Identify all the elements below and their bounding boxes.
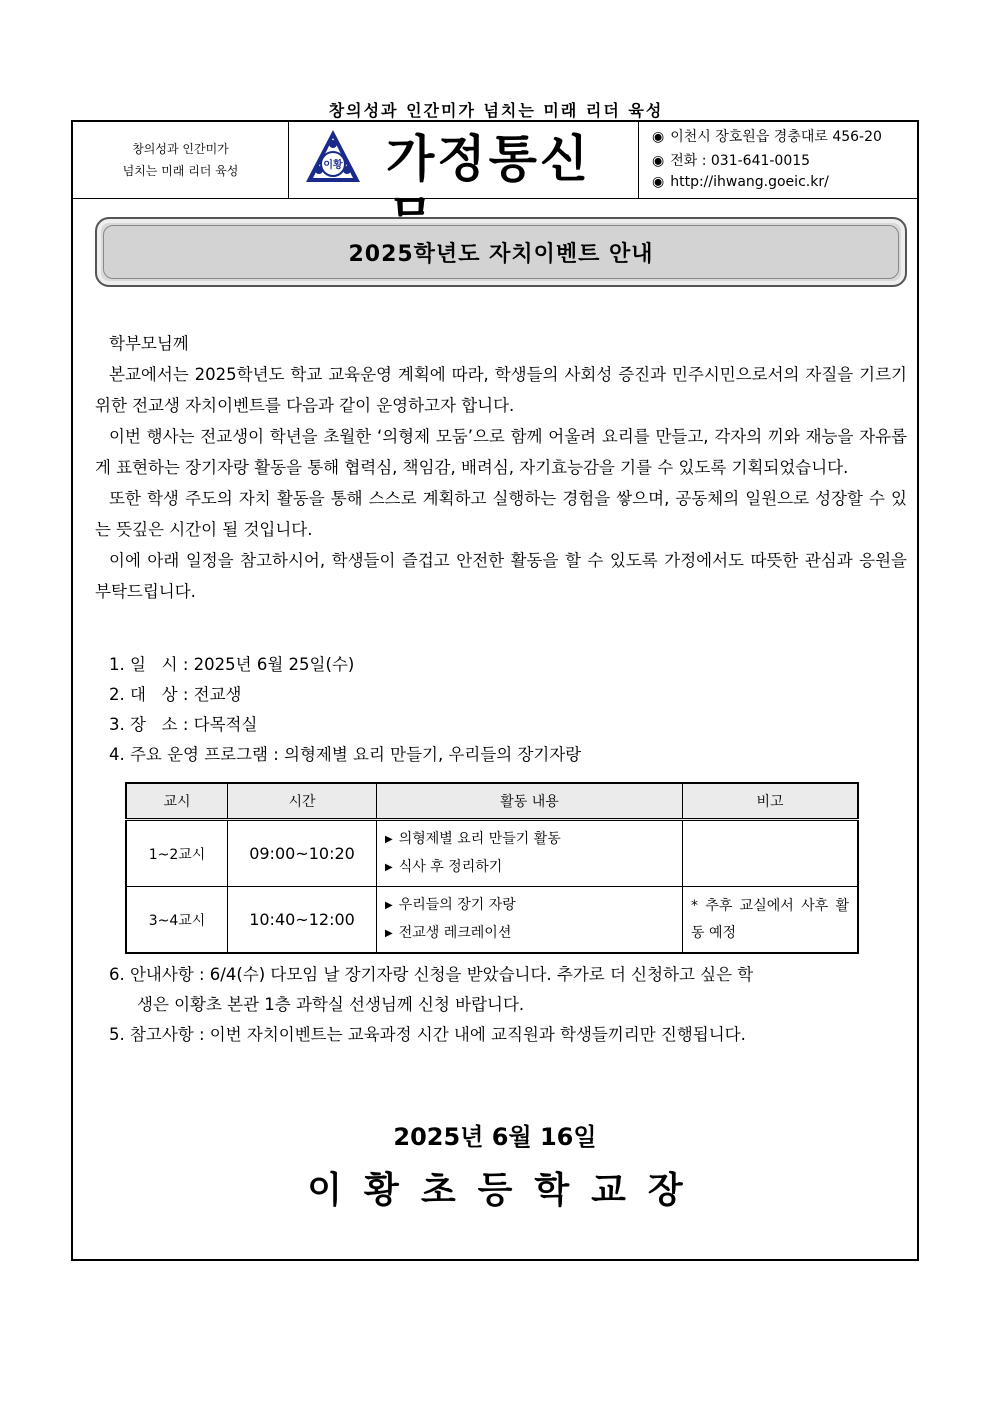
header-period: 교시 [126, 783, 228, 820]
row-period: 3~4교시 [126, 887, 228, 954]
row-activities [377, 820, 683, 887]
note-guidance-line-1: 6. 안내사항 : 6/4(수) 다모임 날 장기자랑 신청을 받았습니다. 추가로 더 신청하고 싶은 학 [109, 965, 754, 984]
contact-website[interactable]: ◉ http://ihwang.goeic.kr/ [652, 174, 829, 190]
school-emblem-logo [302, 128, 364, 190]
row-note [683, 820, 859, 887]
event-details [109, 650, 909, 770]
masthead-box [288, 122, 639, 198]
emblem-text: 이황 [323, 160, 343, 171]
table-row [126, 820, 858, 887]
header-time: 시간 [228, 783, 377, 820]
table-row [126, 887, 858, 954]
item-date: 1. 일 시 : 2025년 6월 25일(수) [109, 655, 355, 674]
greeting: 학부모님께 [109, 334, 189, 353]
motto-line-2: 넘치는 미래 리더 육성 [122, 164, 239, 178]
item-program: 4. 주요 운영 프로그램 : 의형제별 요리 만들기, 우리들의 장기자랑 [109, 745, 582, 764]
notice-title: 2025학년도 자치이벤트 안내 [103, 225, 899, 279]
item-place: 3. 장 소 : 다목적실 [109, 715, 258, 734]
note-guidance [109, 960, 909, 1020]
paragraph-3: 또한 학생 주도의 자치 활동을 통해 스스로 계획하고 실행하는 경험을 쌓으며, 공동체의 일원으로 성장할 수 있는 뜻깊은 시간이 될 것입니다. [95, 489, 907, 539]
masthead-title: 가정통신 [386, 129, 592, 188]
row-note: * 추후 교실에서 사후 활동 예정 [683, 887, 859, 954]
schedule-table [125, 782, 859, 954]
bullseye-icon: ◉ [652, 129, 665, 145]
header-activity: 활동 내용 [377, 783, 683, 820]
document-frame [71, 120, 919, 1261]
triangle-bullet-icon: ▶ [385, 833, 393, 845]
activity-item: 식사 후 정리하기 [398, 858, 503, 875]
contact-box [638, 122, 917, 198]
triangle-bullet-icon: ▶ [385, 861, 393, 873]
paragraph-1: 본교에서는 2025학년도 학교 교육운영 계획에 따라, 학생들의 사회성 증진과 민주시민으로서의 자질을 기르기 위한 전교생 자치이벤트를 다음과 같이 운영하고자 합니다. [95, 365, 907, 415]
contact-address: ◉ 이천시 장호원읍 경충대로 456-20 [652, 129, 882, 145]
notice-title-box [95, 217, 907, 287]
additional-notes [109, 960, 909, 1050]
table-header-row [126, 783, 858, 820]
bullseye-icon: ◉ [652, 153, 665, 169]
activity-item: 전교생 레크레이션 [398, 924, 512, 941]
letter-body [95, 328, 907, 607]
header-note: 비고 [683, 783, 859, 820]
row-activities [377, 887, 683, 954]
row-time: 09:00~10:20 [228, 820, 377, 887]
row-period: 1~2교시 [126, 820, 228, 887]
paragraph-4: 이에 아래 일정을 참고하시어, 학생들이 즐겁고 안전한 활동을 할 수 있도록 가정에서도 따뜻한 관심과 응원을 부탁드립니다. [95, 551, 907, 601]
item-target: 2. 대 상 : 전교생 [109, 685, 242, 704]
motto-line-1: 창의성과 인간미가 [132, 142, 229, 156]
issue-date: 2025년 6월 16일 [393, 1123, 597, 1151]
triangle-bullet-icon: ▶ [385, 899, 393, 911]
note-reference: 5. 참고사항 : 이번 자치이벤트는 교육과정 시간 내에 교직원과 학생들끼리만 진행됩니다. [109, 1025, 746, 1044]
activity-item: 의형제별 요리 만들기 활동 [398, 830, 561, 847]
contact-phone: ◉ 전화 : 031-641-0015 [652, 153, 811, 169]
top-motto: 창의성과 인간미가 넘치는 미래 리더 육성 [328, 101, 664, 120]
paragraph-2: 이번 행사는 전교생이 학년을 초월한 ‘의형제 모둠’으로 함께 어울려 요리를 만들고, 각자의 끼와 재능을 자유롭게 표현하는 장기자랑 활동을 통해 협력심, 책임감, 배려심, 자기효능감을 기를 수 있도록 기획되었습니다. [95, 427, 907, 477]
motto-box [73, 122, 289, 198]
masthead-row [73, 122, 917, 199]
bullseye-icon: ◉ [652, 174, 665, 190]
row-time: 10:40~12:00 [228, 887, 377, 954]
note-guidance-line-2: 생은 이황초 본관 1층 과학실 선생님께 신청 바랍니다. [137, 995, 525, 1014]
activity-item: 우리들의 장기 자랑 [398, 896, 516, 913]
triangle-bullet-icon: ▶ [385, 927, 393, 939]
principal-signature: 이황초등학교장 [307, 1170, 705, 1211]
